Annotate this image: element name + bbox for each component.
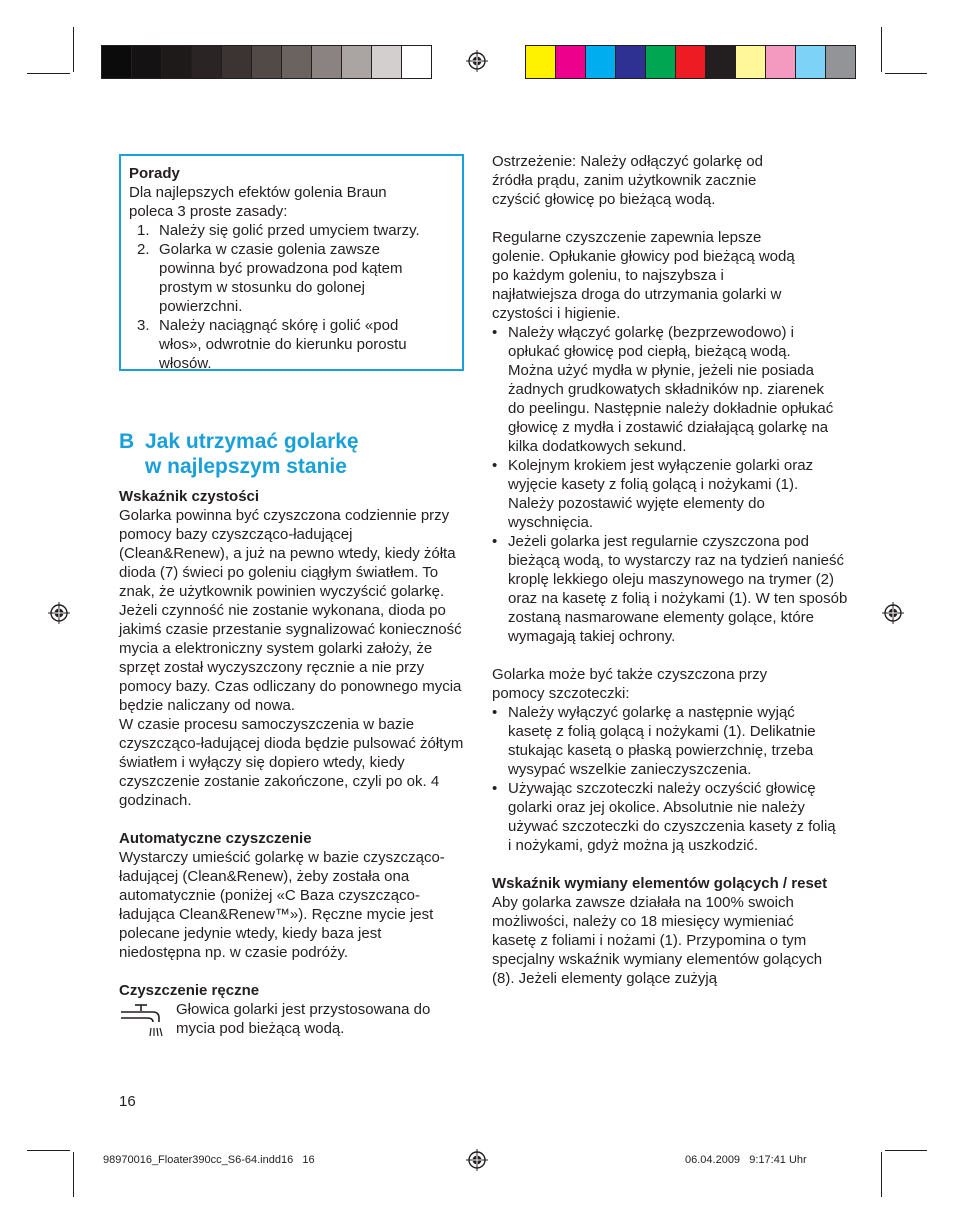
color-swatch: [556, 46, 586, 78]
paragraph: Golarka może być także czyszczona przy pomocy szczoteczki:: [492, 666, 768, 702]
footer-timestamp: 06.04.2009 9:17:41 Uhr: [685, 1154, 807, 1166]
section-title-line2: w najlepszym stanie: [145, 455, 347, 478]
list-item-text: Jeżeli golarka jest regularnie czyszczona pod bieżącą wodą, to wystarczy raz na tydzień nanieść kroplę lekkiego oleju maszynowego na trymer (2) oraz na kasetę z folią i nożykami (1). W ten sposób zostaną nasmarowane elementy golące, które wymagają takiej ochrony.: [508, 533, 848, 645]
tips-item-number: 2.: [137, 241, 150, 258]
list-item-text: Należy wyłączyć golarkę a następnie wyjąć kasetę z folią golącą i nożykami (1). Delikatnie stukając kasetą o płaską powierzchnię, trzeba wysypać wszelkie zanieczyszczenia.: [508, 704, 816, 778]
page-number: 16: [119, 1093, 136, 1110]
registration-mark-icon: [48, 602, 70, 624]
section-letter: B: [119, 430, 135, 453]
color-swatch: [706, 46, 736, 78]
paragraph: Wystarczy umieścić golarkę w bazie czyszcząco-ładującej (Clean&Renew), żeby została ona automatycznie (poniżej «C Baza czyszcząco-ładująca Clean&Renew™»). Ręczne mycie jest polecane jedynie wtedy, kiedy baza jest niedostępna np. w czasie podróży.: [119, 849, 445, 961]
list-item: • Jeżeli golarka jest regularnie czyszczona pod bieżącą wodą, to wystarczy raz na tydzień nanieść kroplę lekkiego oleju maszynowego na trymer (2) oraz na kasetę z folią i nożykami (1). W ten sposób zostaną nasmarowane elementy golące, które wymagają takiej ochrony.: [492, 533, 848, 645]
color-swatch: [826, 46, 855, 78]
color-swatch: [526, 46, 556, 78]
color-swatch: [162, 46, 192, 78]
color-swatch: [796, 46, 826, 78]
paragraph: Regularne czyszczenie zapewnia lepsze golenie. Opłukanie głowicy pod bieżącą wodą po każdym goleniu, to najszybsza i najłatwiejsza droga do utrzymania golarki w czystości i higienie.: [492, 229, 795, 322]
tips-title: Porady: [129, 165, 180, 182]
footer-file-info: 98970016_Floater390cc_S6-64.indd16 16: [103, 1154, 315, 1166]
tips-item-text: Golarka w czasie golenia zawsze powinna być prowadzona pod kątem prostym w stosunku do golonej powierzchni.: [159, 241, 403, 315]
color-swatch: [616, 46, 646, 78]
color-swatch: [402, 46, 431, 78]
tips-item-text: Należy naciągnąć skórę i golić «pod włos», odwrotnie do kierunku porostu włosów.: [159, 317, 407, 372]
left-column: [119, 487, 464, 1040]
paragraph: W czasie procesu samoczyszczenia w bazie czyszcząco-ładującej dioda będzie pulsować żółtym światłem i wyłączy się dopiero wtedy, kiedy czyszczenie zostanie zakończone, czyli po ok. 4 godzinach.: [119, 716, 464, 809]
list-item: • Należy włączyć golarkę (bezprzewodowo) i opłukać głowicę pod ciepłą, bieżącą wodą. Można użyć mydła w płynie, jeżeli nie posiada żadnych grudkowatych składników np. ziarenek do peelingu. Następnie należy dokładnie opłukać głowicę z mydła i zostawić działającą golarkę na kilka dodatkowych sekund.: [492, 324, 834, 455]
subheading: Automatyczne czyszczenie: [119, 830, 312, 847]
color-swatch: [646, 46, 676, 78]
color-swatch: [132, 46, 162, 78]
list-item: • Należy wyłączyć golarkę a następnie wyjąć kasetę z folią golącą i nożykami (1). Delikatnie stukając kasetą o płaską powierzchnię, trzeba wysypać wszelkie zanieczyszczenia.: [492, 704, 816, 778]
subheading: Wskaźnik czystości: [119, 488, 260, 505]
color-swatch: [252, 46, 282, 78]
faucet-icon: [119, 1002, 169, 1042]
tips-intro: Dla najlepszych efektów golenia Braun poleca 3 proste zasady:: [129, 184, 387, 220]
color-swatch: [342, 46, 372, 78]
list-item-text: Kolejnym krokiem jest wyłączenie golarki oraz wyjęcie kasety z folią golącą i nożykami (1). Należy pozostawić wyjęte elementy do wyschnięcia.: [508, 457, 814, 531]
paragraph: Golarka powinna być czyszczona codziennie przy pomocy bazy czyszcząco-ładującej (Clean&Renew), a już na pewno wtedy, kiedy żółta dioda (7) świeci po goleniu ciągłym światłem. To znak, że użytkownik powinien wyczyścić golarkę. Jeżeli czynność nie zostanie wykonana, dioda po jakimś czasie przestanie sygnalizować konieczność mycia a elektroniczny system golarki założy, że sprzęt został wyczyszczony ręcznie a nie przy pomocy bazy. Czas odliczany do ponownego mycia będzie naliczany od nowa.: [119, 507, 462, 714]
tips-box: [119, 154, 464, 371]
paragraph: Głowica golarki jest przystosowana do mycia pod bieżącą wodą.: [176, 1001, 431, 1037]
tips-item: [129, 221, 454, 240]
tips-item-number: 3.: [137, 317, 150, 334]
list-item-text: Używając szczoteczki należy oczyścić głowicę golarki oraz jej okolice. Absolutnie nie należy używać szczoteczki do czyszczenia kasety z folią i nożykami, gdyż można ją uszkodzić.: [508, 780, 836, 854]
color-swatch: [736, 46, 766, 78]
tips-item: [129, 316, 439, 373]
warning-text: Ostrzeżenie: Należy odłączyć golarkę od źródła prądu, zanim użytkownik zacznie czyścić głowicę po bieżącą wodą.: [492, 153, 763, 208]
color-swatch: [192, 46, 222, 78]
paragraph: Aby golarka zawsze działała na 100% swoich możliwości, należy co 18 miesięcy wymieniać kasetę z foliami i nożami (1). Przypomina o tym specjalny wskaźnik wymiany elementów golących (8). Jeżeli elementy golące zużyją: [492, 894, 823, 987]
registration-mark-icon: [882, 602, 904, 624]
color-swatch: [222, 46, 252, 78]
registration-mark-icon: [466, 1149, 488, 1171]
registration-mark-icon: [466, 50, 488, 72]
right-column: [492, 152, 848, 988]
grayscale-color-bar: [101, 45, 432, 79]
tips-item-number: 1.: [137, 222, 150, 239]
process-color-bar: [525, 45, 856, 79]
color-swatch: [372, 46, 402, 78]
list-item-text: Należy włączyć golarkę (bezprzewodowo) i opłukać głowicę pod ciepłą, bieżącą wodą. Można użyć mydła w płynie, jeżeli nie posiada żadnych grudkowatych składników np. ziarenek do peelingu. Następnie należy dokładnie opłukać głowicę z mydła i zostawić działającą golarkę na kilka dodatkowych sekund.: [508, 324, 834, 455]
section-title-line1: Jak utrzymać golarkę: [145, 430, 359, 453]
subheading: Czyszczenie ręczne: [119, 982, 260, 999]
color-swatch: [282, 46, 312, 78]
list-item: • Używając szczoteczki należy oczyścić głowicę golarki oraz jej okolice. Absolutnie nie należy używać szczoteczki do czyszczenia kasety z folią i nożykami, gdyż można ją uszkodzić.: [492, 780, 836, 854]
color-swatch: [102, 46, 132, 78]
subheading: Wskaźnik wymiany elementów golących / reset: [492, 875, 828, 892]
list-item: • Kolejnym krokiem jest wyłączenie golarki oraz wyjęcie kasety z folią golącą i nożykami (1). Należy pozostawić wyjęte elementy do wyschnięcia.: [492, 457, 814, 531]
tips-item: [129, 240, 429, 316]
color-swatch: [586, 46, 616, 78]
color-swatch: [676, 46, 706, 78]
tips-item-text: Należy się golić przed umyciem twarzy.: [159, 222, 420, 239]
color-swatch: [766, 46, 796, 78]
color-swatch: [312, 46, 342, 78]
